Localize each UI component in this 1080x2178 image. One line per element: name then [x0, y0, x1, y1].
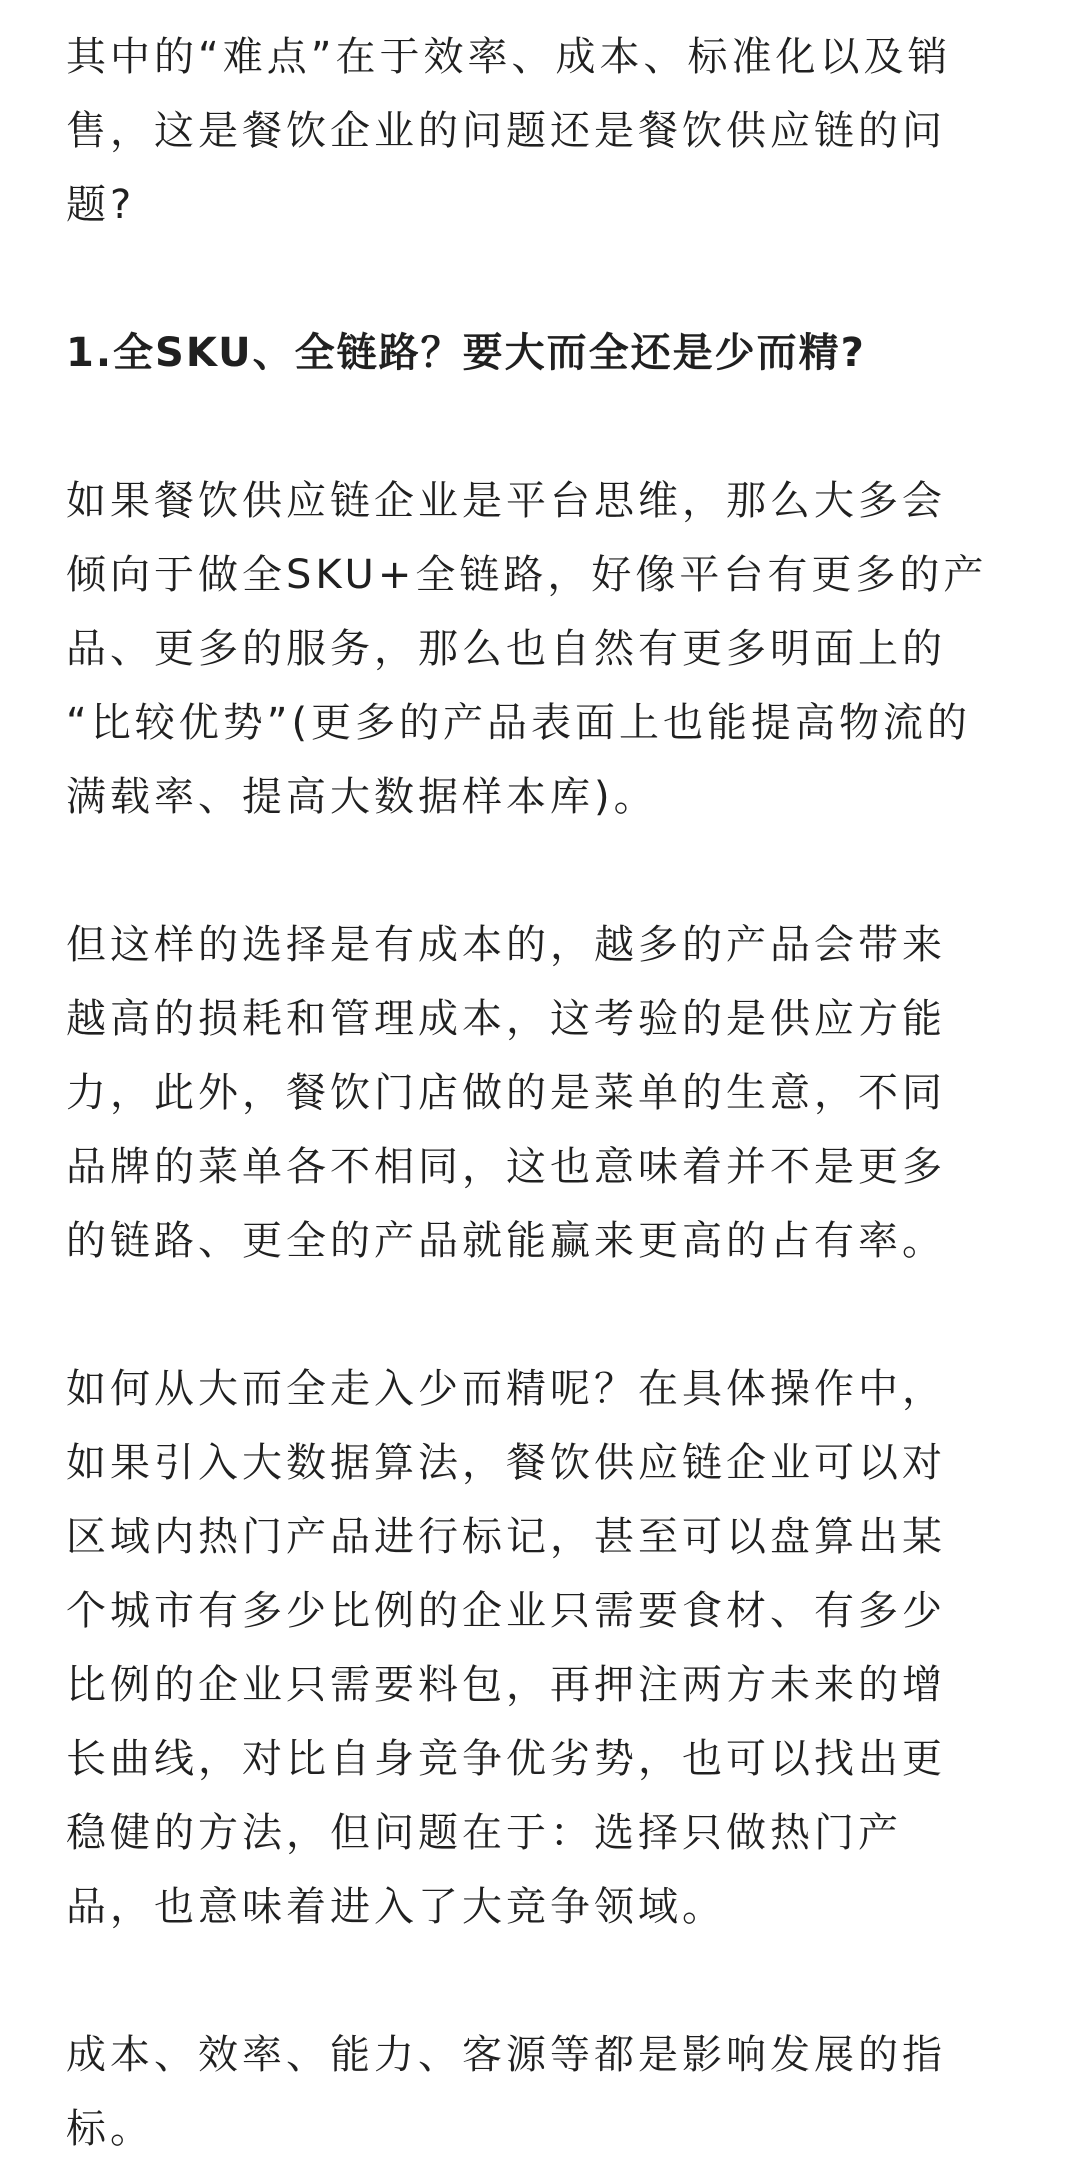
text-line: 个城市有多少比例的企业只需要食材、有多少 [66, 1588, 946, 1634]
text-line: 的链路、更全的产品就能赢来更高的占有率。 [66, 1218, 946, 1264]
paragraph-difficulties [66, 20, 1020, 242]
text-line: 售，这是餐饮企业的问题还是餐饮供应链的问 [66, 108, 946, 154]
paragraph-big-data [66, 1352, 1020, 1944]
text-line: 品牌的菜单各不相同，这也意味着并不是更多 [66, 1144, 946, 1190]
text-line: 越高的损耗和管理成本，这考验的是供应方能 [66, 996, 946, 1042]
text-line: 标。 [66, 2106, 154, 2152]
text-line: 如何从大而全走入少而精呢？在具体操作中， [66, 1366, 946, 1412]
paragraph-platform-thinking [66, 464, 1020, 834]
text-line: 倾向于做全SKU+全链路，好像平台有更多的产 [66, 552, 988, 598]
section-heading: 1.全SKU、全链路？要大而全还是少而精? [66, 330, 866, 376]
text-line: 品、更多的服务，那么也自然有更多明面上的 [66, 626, 946, 672]
text-line: 比例的企业只需要料包，再押注两方未来的增 [66, 1662, 946, 1708]
text-line: 稳健的方法，但问题在于：选择只做热门产 [66, 1810, 902, 1856]
text-line: 满载率、提高大数据样本库)。 [66, 774, 658, 820]
text-line: 但这样的选择是有成本的，越多的产品会带来 [66, 922, 946, 968]
text-line: 区域内热门产品进行标记，甚至可以盘算出某 [66, 1514, 946, 1560]
text-line: 长曲线，对比自身竞争优劣势，也可以找出更 [66, 1736, 946, 1782]
text-line: 力，此外，餐饮门店做的是菜单的生意，不同 [66, 1070, 946, 1116]
text-line: 品，也意味着进入了大竞争领域。 [66, 1884, 726, 1930]
paragraph-indicators [66, 2018, 1020, 2166]
text-line: “比较优势”(更多的产品表面上也能提高物流的 [66, 700, 972, 746]
text-line: 其中的“难点”在于效率、成本、标准化以及销 [66, 34, 952, 80]
text-line: 成本、效率、能力、客源等都是影响发展的指 [66, 2032, 946, 2078]
text-line: 如果引入大数据算法，餐饮供应链企业可以对 [66, 1440, 946, 1486]
paragraph-cost [66, 908, 1020, 1278]
text-line: 如果餐饮供应链企业是平台思维，那么大多会 [66, 478, 946, 524]
text-line: 题? [66, 182, 136, 228]
